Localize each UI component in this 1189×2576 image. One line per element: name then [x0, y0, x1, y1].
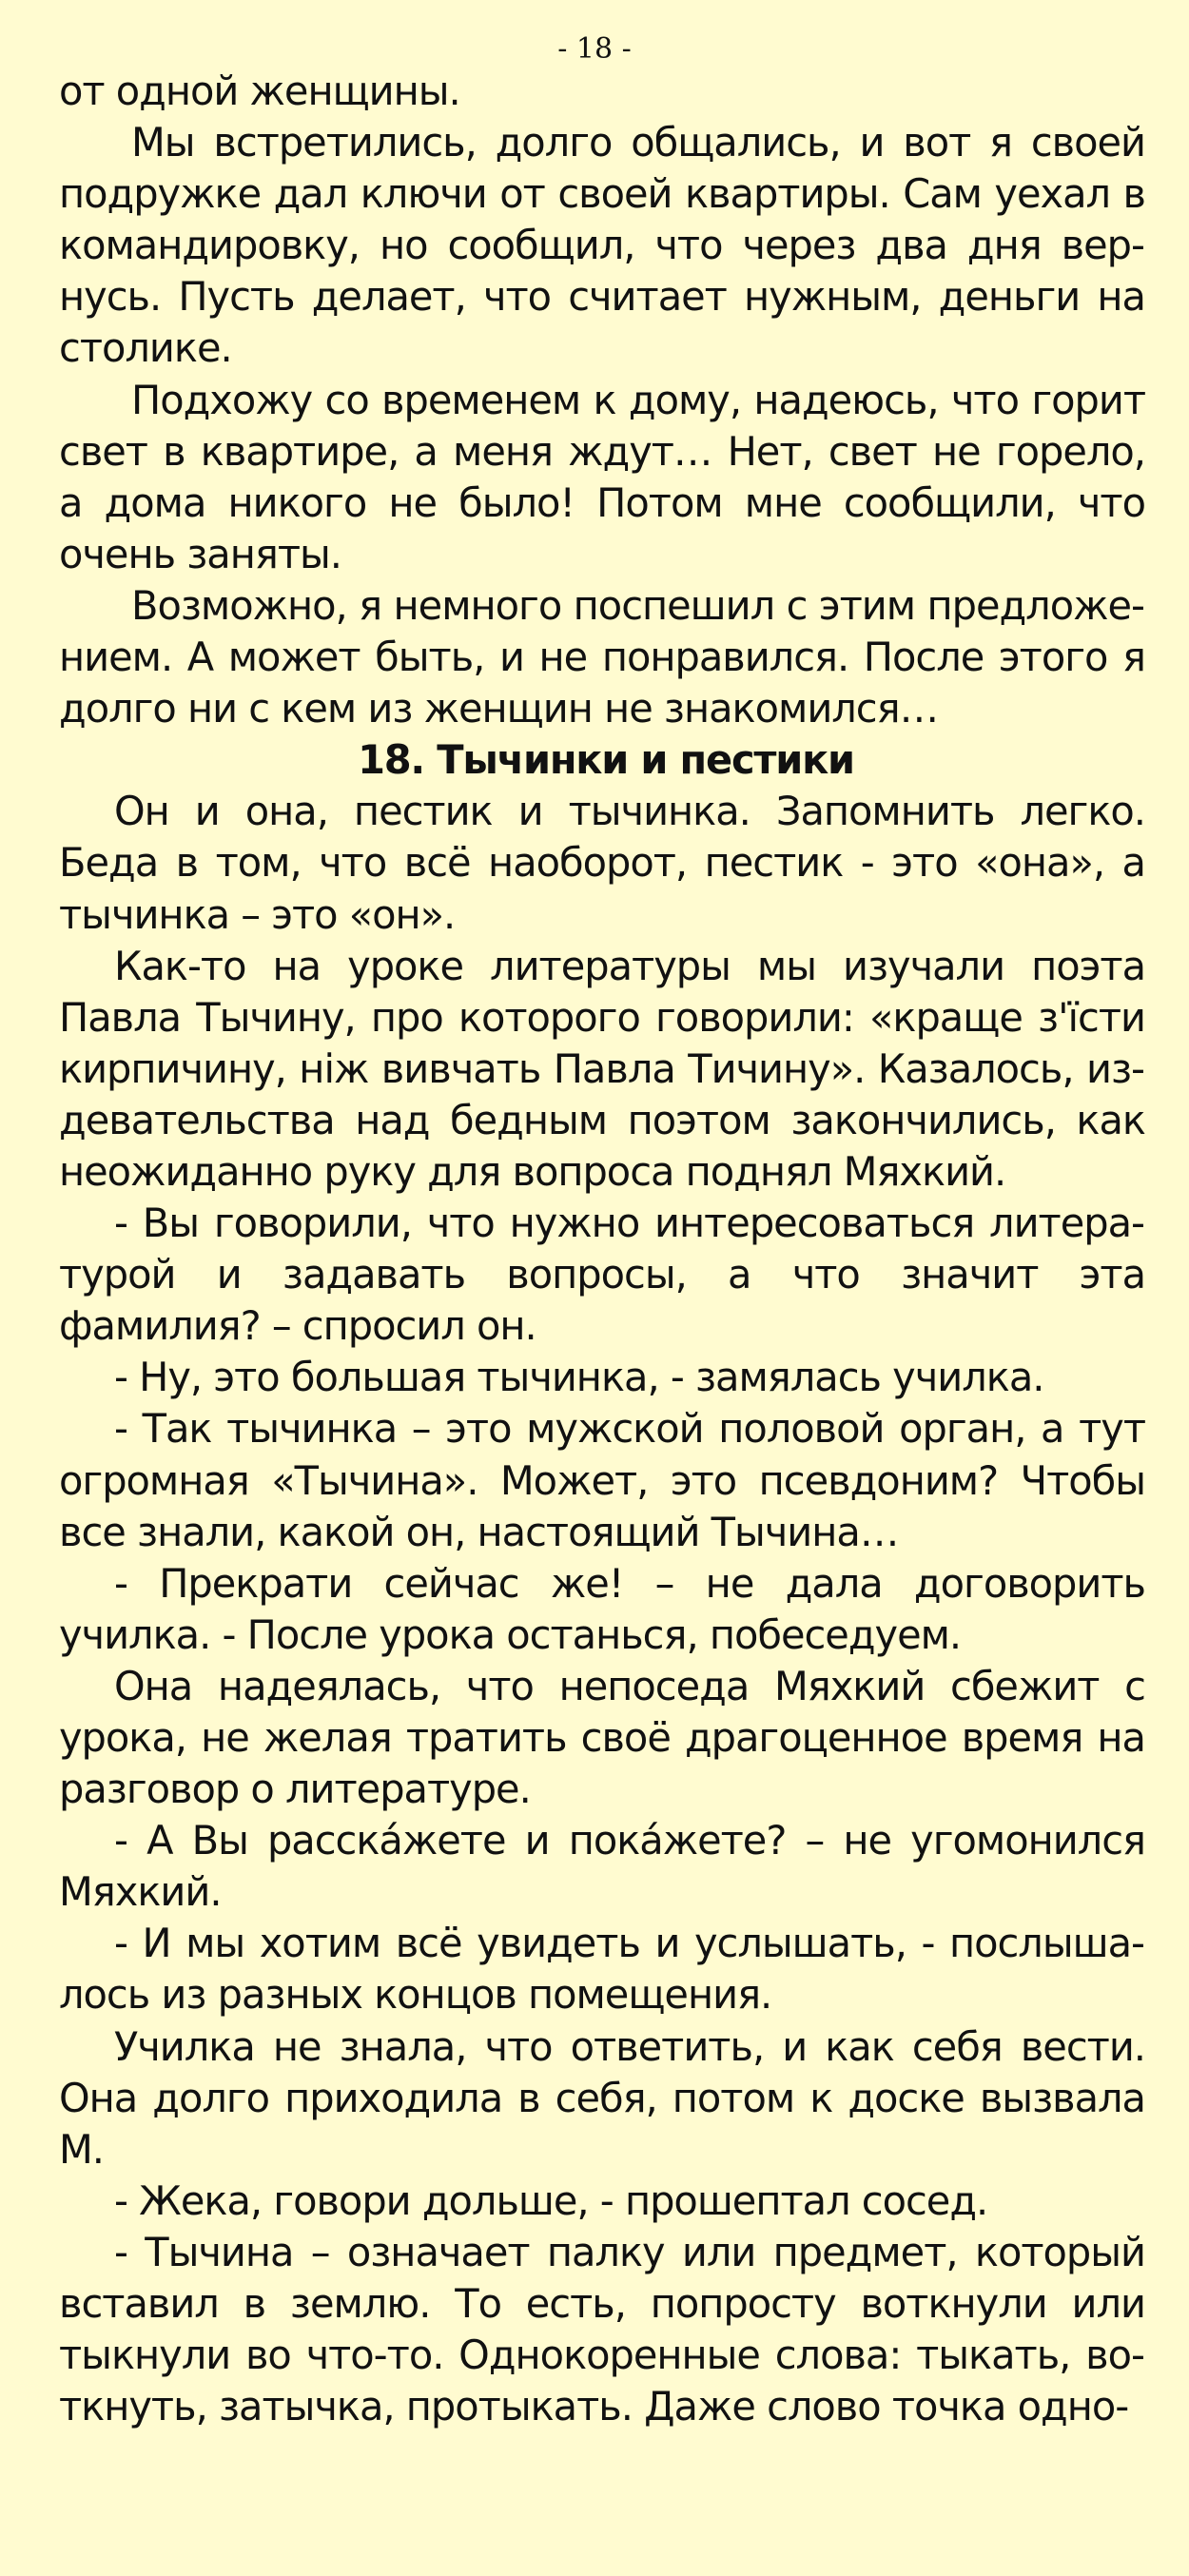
chapter-heading: 18. Тычинки и пестики: [358, 736, 854, 784]
paragraph: Возможно, я немного поспешил с этим предложением. А может быть, и не понравился. После этого я долго ни с кем из женщин не знакомился…: [59, 581, 1145, 732]
paragraph: Он и она, пестик и тычинка. Запомнить легко. Беда в том, что всё наоборот, пестик - это «она», а тычинка – это «он».: [59, 788, 1145, 938]
page-number: - 18 -: [557, 32, 632, 66]
paragraph: от одной женщины.: [59, 68, 460, 114]
paragraph: - Жека, говори дольше, - прошептал сосед.: [114, 2176, 988, 2224]
paragraph: - А Вы расска́жете и пока́жете? – не угомонился Мяхкий.: [59, 1817, 1145, 1916]
paragraph: Как-то на уроке литературы мы изучали поэта Павла Тычину, про которого говорили: «краще з'їсти кирпичину, ніж вивчать Павла Тичину». Казалось, издевательства над бедным поэтом закончились, как неожиданно руку для вопроса поднял Мяхкий.: [59, 942, 1145, 1195]
paragraph: Она надеялась, что непоседа Мяхкий сбежит с урока, не желая тратить своё драгоценное время на разговор о литературе.: [59, 1662, 1145, 1813]
paragraph: Училка не знала, что ответить, и как себя вести. Она долго приходила в себя, потом к доске вызвала М.: [59, 2022, 1145, 2173]
paragraph: Подхожу со временем к дому, надеюсь, что горит свет в квартире, а меня ждут… Нет, свет не горело, а дома никого не было! Потом мне сообщили, что очень заняты.: [59, 376, 1145, 577]
paragraph: - Прекрати сейчас же! – не дала договорить училка. - После урока останься, побеседуем.: [59, 1559, 1145, 1658]
paragraph: - Так тычинка – это мужской половой орган, а тут огромная «Тычина». Может, это псевдоним? Чтобы все знали, какой он, настоящий Тычина…: [59, 1405, 1145, 1555]
page-text: [59, 66, 1145, 2432]
paragraph: Мы встретились, долго общались, и вот я своей подружке дал ключи от своей квартиры. Сам уехал в командировку, но сообщил, что через два дня вернусь. Пусть делает, что считает нужным, деньги на столике.: [59, 119, 1145, 372]
paragraph: - Тычина – означает палку или предмет, который вставил в землю. То есть, попросту воткнули или тыкнули во что-то. Однокоренные слова: тыкать, воткнуть, затычка, протыкать. Даже слово точка одно-: [59, 2228, 1145, 2430]
paragraph: - И мы хотим всё увидеть и услышать, - послышалось из разных концов помещения.: [59, 1920, 1145, 2019]
paragraph: - Ну, это большая тычинка, - замялась училка.: [114, 1354, 1044, 1401]
paragraph: - Вы говорили, что нужно интересоваться литературой и задавать вопросы, а что значит эта фамилия? – спросил он.: [59, 1200, 1145, 1350]
